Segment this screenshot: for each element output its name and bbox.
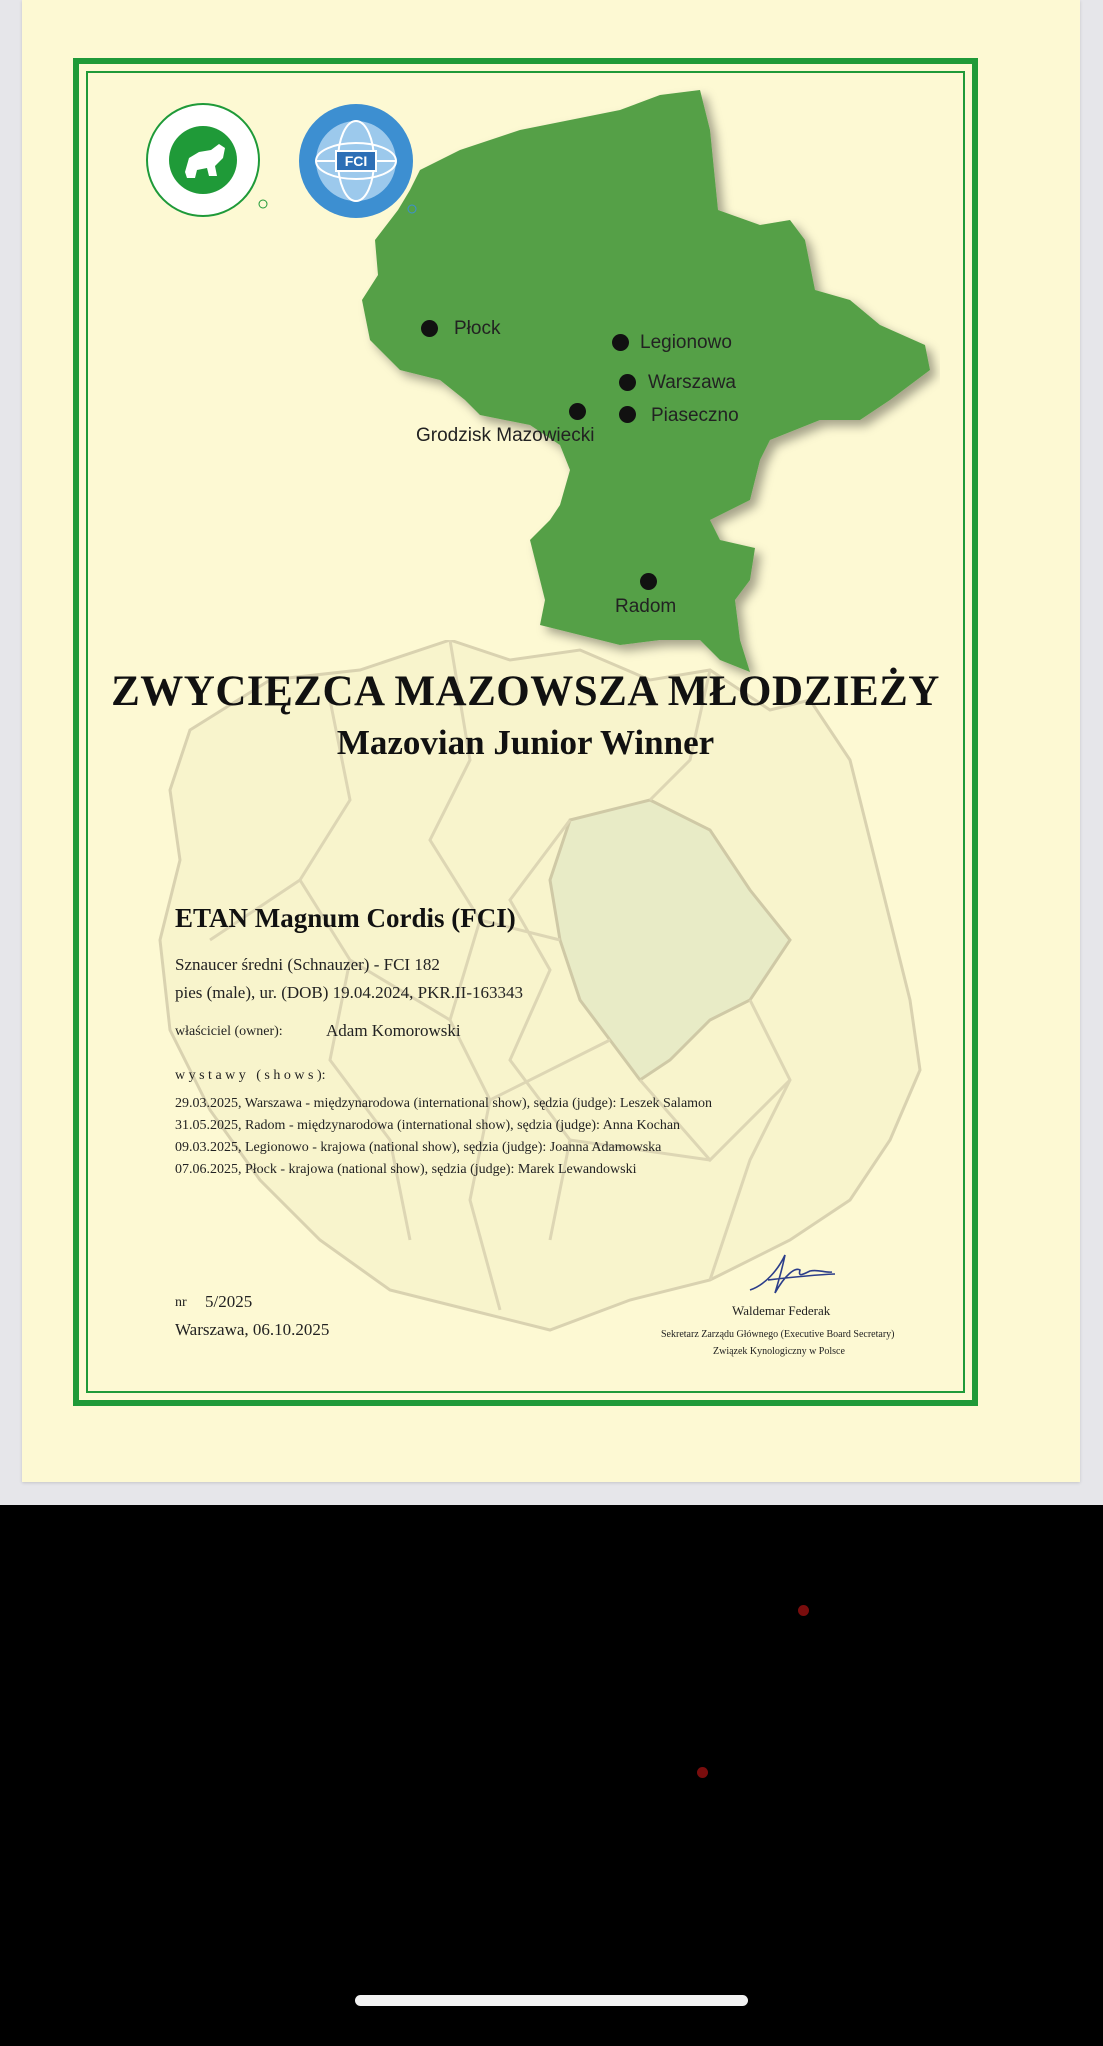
show-entry: 07.06.2025, Płock - krajowa (national show), sędzia (judge): Marek Lewandowski xyxy=(175,1162,637,1177)
number-value: 5/2025 xyxy=(205,1292,253,1311)
city-label-legionowo: Legionowo xyxy=(640,332,732,353)
owner-name: Adam Komorowski xyxy=(326,1021,461,1040)
city-label-warszawa: Warszawa xyxy=(648,372,736,393)
red-dot xyxy=(697,1767,708,1778)
signature xyxy=(740,1245,840,1300)
show-entry: 31.05.2025, Radom - międzynarodowa (international show), sędzia (judge): Anna Kochan xyxy=(175,1118,681,1133)
fci-logo-text xyxy=(300,110,410,111)
empty-viewer-area xyxy=(0,1505,1103,2046)
city-marker xyxy=(569,403,586,420)
title-polish: ZWYCIĘZCA MAZOWSZA MŁODZIEŻY xyxy=(111,668,940,715)
number-label: nr xyxy=(175,1295,187,1310)
home-indicator[interactable] xyxy=(355,1995,748,2006)
dog-name: ETAN Magnum Cordis (FCI) xyxy=(175,903,516,933)
show-entry: 09.03.2025, Legionowo - krajowa (national show), sędzia (judge): Joanna Adamowska xyxy=(175,1140,662,1155)
city-marker xyxy=(619,406,636,423)
title-english: Mazovian Junior Winner xyxy=(336,723,715,762)
city-label-plock: Płock xyxy=(454,318,501,339)
fci-logo xyxy=(298,103,418,221)
dog-breed: Sznaucer średni (Schnauzer) - FCI 182 xyxy=(175,955,440,974)
city-marker xyxy=(640,573,657,590)
shows-label: w y s t a w y ( s h o w s ): xyxy=(175,1068,326,1083)
city-marker xyxy=(612,334,629,351)
zkwp-logo xyxy=(145,100,270,220)
signatory-name: Waldemar Federak xyxy=(732,1303,831,1318)
fci-logo-letters: FCI xyxy=(344,153,368,169)
signatory-title: Sekretarz Zarządu Głównego (Executive Board Secretary) xyxy=(661,1329,895,1340)
city-marker xyxy=(619,374,636,391)
zkwp-logo-text xyxy=(150,110,260,111)
place-date: Warszawa, 06.10.2025 xyxy=(175,1320,330,1339)
city-label-piaseczno: Piaseczno xyxy=(651,405,739,426)
signatory-org: Związek Kynologiczny w Polsce xyxy=(713,1346,845,1357)
show-entry: 29.03.2025, Warszawa - międzynarodowa (international show), sędzia (judge): Leszek Salamon xyxy=(175,1096,713,1111)
red-dot xyxy=(798,1605,809,1616)
city-label-radom: Radom xyxy=(615,596,677,617)
city-marker xyxy=(421,320,438,337)
owner-label: właściciel (owner): xyxy=(175,1024,283,1039)
city-label-grodzisk: Grodzisk Mazowiecki xyxy=(416,425,595,446)
dog-details: pies (male), ur. (DOB) 19.04.2024, PKR.II-163343 xyxy=(175,983,523,1002)
